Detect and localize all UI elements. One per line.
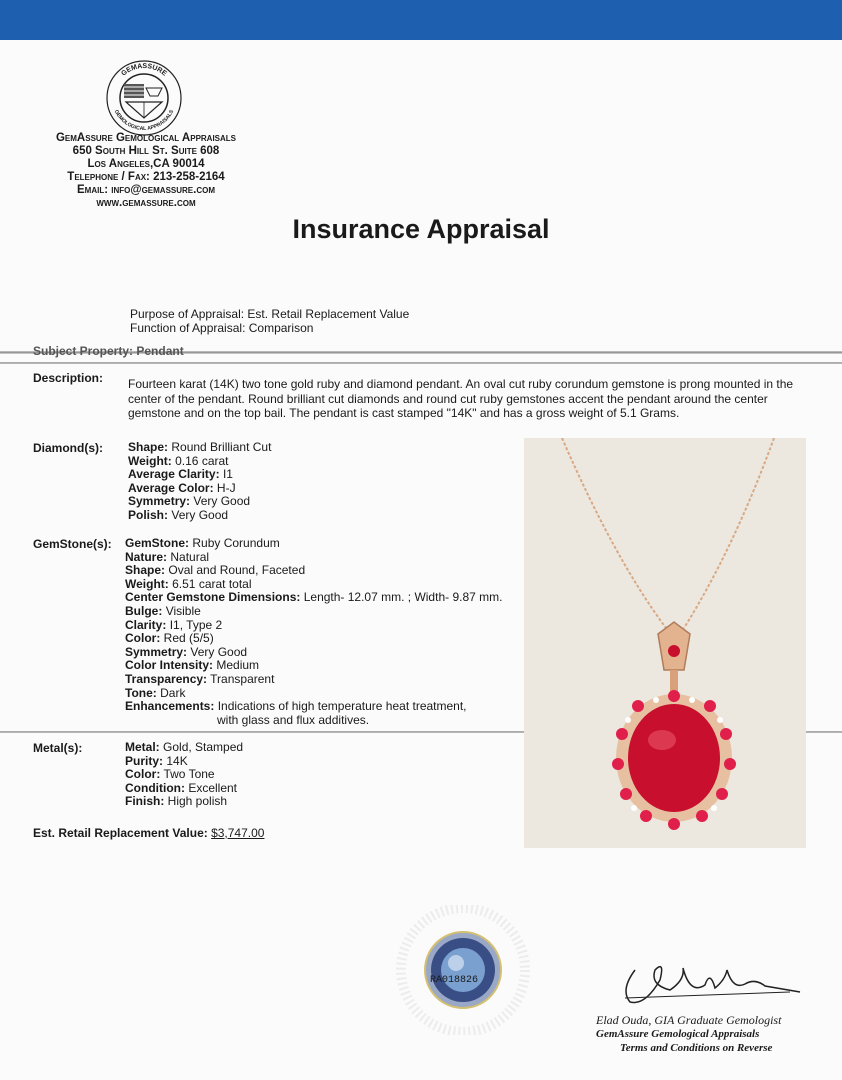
replacement-value-amount: $3,747.00	[211, 826, 265, 840]
spec-row: Symmetry: Very Good	[125, 644, 248, 659]
spec-row: Shape: Oval and Round, Faceted	[125, 563, 306, 578]
signer-company: GemAssure Gemological Appraisals	[596, 1028, 760, 1040]
spec-row: Condition: Excellent	[125, 780, 238, 795]
diamonds-label: Diamond(s):	[33, 441, 103, 455]
spec-row: GemStone: Ruby Corundum	[125, 536, 280, 550]
spec-row: Finish: High polish	[125, 794, 228, 809]
spec-row: Symmetry: Very Good	[128, 494, 251, 509]
pendant-photo	[524, 438, 806, 848]
spec-row: Purity: 14K	[125, 753, 188, 768]
company-phone: Telephone / Fax: 213-258-2164	[67, 171, 225, 183]
spec-row: Color Intensity: Medium	[125, 658, 260, 673]
description-label: Description:	[33, 371, 104, 385]
handwritten-signature	[615, 940, 805, 1010]
gemstone-specs	[125, 537, 502, 727]
metal-label: Metal(s):	[33, 741, 83, 755]
enhancements-continuation: with glass and flux additives.	[217, 712, 370, 727]
page-title: Insurance Appraisal	[292, 214, 550, 244]
function-line: Function of Appraisal: Comparison	[130, 321, 314, 335]
spec-row: Polish: Very Good	[128, 507, 229, 522]
subject-property: Subject Property: Pendant	[33, 344, 184, 358]
gemassure-logo	[104, 58, 184, 138]
diamond-specs	[128, 441, 271, 523]
replacement-value-label: Est. Retail Replacement Value:	[33, 826, 208, 840]
metal-specs	[125, 741, 243, 809]
spec-row: Enhancements: Indications of high temperature heat treatment,	[125, 699, 467, 714]
spec-row: Average Color: H-J	[128, 480, 236, 495]
company-info	[36, 132, 256, 210]
spec-row: Tone: Dark	[125, 685, 186, 700]
spec-row: Bulge: Visible	[125, 603, 201, 618]
purpose-line: Purpose of Appraisal: Est. Retail Replacement Value	[130, 307, 410, 321]
spec-row: Average Clarity: I1	[128, 467, 233, 482]
seal-serial-number: RA018826	[430, 975, 479, 986]
spec-row: Metal: Gold, Stamped	[125, 740, 244, 754]
terms-note: Terms and Conditions on Reverse	[620, 1042, 773, 1054]
spec-row: Color: Two Tone	[125, 767, 215, 782]
logo-ring-bottom-text: GEMOLOGICAL APPRAISALS	[112, 109, 176, 133]
spec-row: Transparency: Transparent	[125, 671, 275, 686]
signature-block	[596, 1013, 816, 1055]
logo-ring-top-text: GEMASSURE	[120, 62, 168, 78]
company-name: GemAssure Gemological Appraisals	[55, 132, 237, 144]
spec-row: Center Gemstone Dimensions: Length- 12.07 mm. ; Width- 9.87 mm.	[125, 590, 503, 605]
company-email: Email: info@gemassure.com	[77, 184, 215, 196]
company-address-line2: Los Angeles,CA 90014	[87, 158, 205, 170]
spec-row: Weight: 0.16 carat	[128, 453, 229, 468]
spec-row: Shape: Round Brilliant Cut	[128, 440, 272, 454]
spec-row: Weight: 6.51 carat total	[125, 576, 252, 591]
spec-row: Color: Red (5/5)	[125, 631, 214, 646]
top-blue-bar	[0, 0, 842, 40]
signer-name: Elad Ouda, GIA Graduate Gemologist	[596, 1013, 782, 1027]
replacement-value	[33, 826, 264, 840]
fold-crease	[0, 362, 842, 364]
hologram-seal	[388, 905, 538, 1035]
description-text: Fourteen karat (14K) two tone gold ruby and diamond pendant. An oval cut ruby corundum gemstone is prong mounted in the center of the pendant. Round brilliant cut diamonds and round cut ruby gemstones accent the pendant around the center gemstone and on the top bail. The pendant is cast stamped "14K" and has a gross weight of 5.1 Grams.	[128, 377, 794, 420]
gemstones-label: GemStone(s):	[33, 537, 112, 551]
company-address-line1: 650 South Hill St. Suite 608	[72, 145, 220, 157]
spec-row: Clarity: I1, Type 2	[125, 617, 223, 632]
company-website: www.gemassure.com	[96, 197, 196, 209]
spec-row: Nature: Natural	[125, 549, 210, 564]
